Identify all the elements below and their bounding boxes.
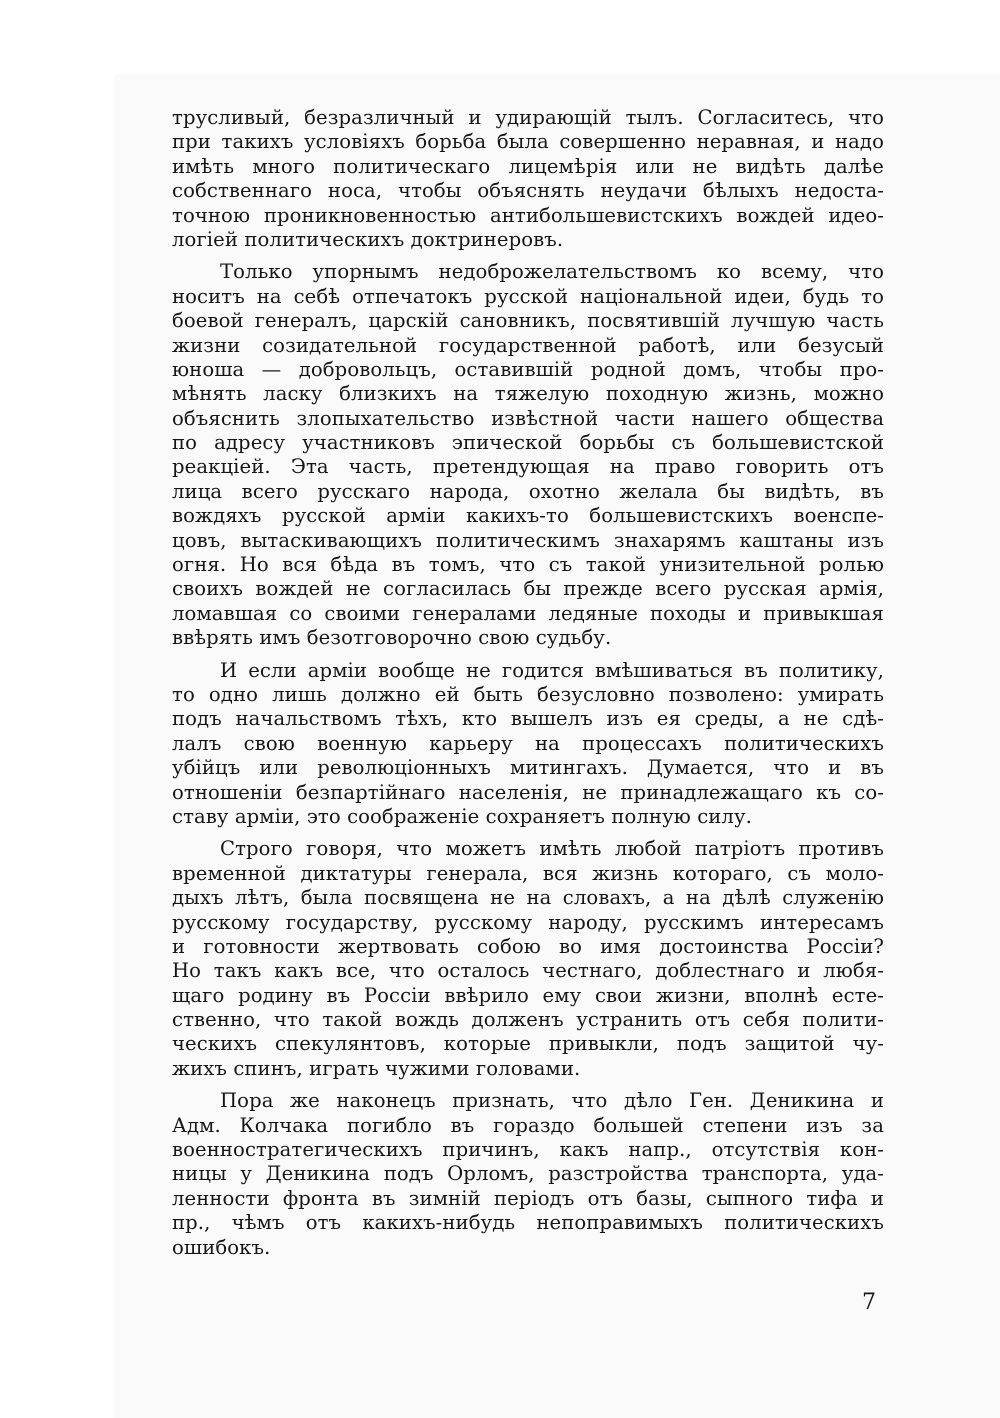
text-line: жизни созидательной государственной работѣ, или безусый: [172, 333, 884, 357]
text-line: мѣнять ласку близкихъ на тяжелую походную жизнь, можно: [172, 382, 884, 406]
text-line: ческихъ спекулянтовъ, которые привыкли, подъ защитой чу-: [172, 1032, 884, 1056]
text-line: вождяхъ русской арміи какихъ-то большевистскихъ военспе-: [172, 504, 884, 528]
paragraph: [172, 659, 884, 830]
text-line: огня. Но вся бѣда въ томъ, что съ такой унизительной ролью: [172, 553, 884, 577]
text-line: жихъ спинъ, играть чужими головами.: [172, 1056, 581, 1080]
text-line: ственно, что такой вождь долженъ устранить отъ себя полити-: [172, 1008, 884, 1032]
text-line: по адресу участниковъ эпической борьбы съ большевистской: [172, 431, 884, 455]
text-line: имѣть много политическаго лицемѣрія или не видѣть далѣе: [172, 154, 884, 178]
text-line: логіей политическихъ доктринеровъ.: [172, 227, 564, 251]
text-line: точною проникновенностью антибольшевистскихъ вождей идео-: [172, 203, 884, 227]
text-line: пр., чѣмъ отъ какихъ-нибудь непоправимыхъ политическихъ: [172, 1211, 884, 1235]
text-line: Но такъ какъ все, что осталось честнаго, доблестнаго и любя-: [172, 959, 884, 983]
text-line: ввѣрять имъ безотговорочно свою судьбу.: [172, 626, 612, 650]
paragraph: [172, 260, 884, 650]
text-line: юноша — добровольцъ, оставившій родной домъ, чтобы про-: [172, 357, 884, 381]
text-line: русскому государству, русскому народу, русскимъ интересамъ: [172, 910, 884, 934]
page-number: 7: [862, 1290, 876, 1315]
paragraph-gap: [172, 829, 884, 837]
text-line: И если арміи вообще не годится вмѣшиваться въ политику,: [220, 658, 884, 682]
text-line: ломавшая со своими генералами ледяные походы и привыкшая: [172, 601, 884, 625]
text-line: трусливый, безразличный и удирающій тылъ. Согласитесь, что: [172, 106, 884, 129]
text-line: Адм. Колчака погибло въ гораздо большей степени изъ за: [172, 1113, 884, 1137]
paragraph-gap: [172, 651, 884, 659]
text-line: Только упорнымъ недоброжелательствомъ ко всему, что: [220, 260, 884, 284]
text-line: объяснить злопыхательство извѣстной части нашего общества: [172, 406, 884, 430]
text-line: временной диктатуры генерала, вся жизнь котораго, съ моло-: [172, 861, 884, 885]
text-line: своихъ вождей не согласилась бы прежде всего русская армія,: [172, 577, 884, 601]
paragraph-gap: [172, 252, 884, 260]
text-line: убійцъ или революціонныхъ митингахъ. Думается, что и въ: [172, 756, 884, 780]
text-line: лалъ свою военную карьеру на процессахъ политическихъ: [172, 731, 884, 755]
text-line: боевой генералъ, царскій сановникъ, посвятившій лучшую часть: [172, 309, 884, 333]
paragraph: [172, 106, 884, 252]
text-line: Строго говоря, что можетъ имѣть любой патріотъ противъ: [220, 837, 884, 861]
text-line: подъ начальствомъ тѣхъ, кто вышелъ изъ ея среды, а не сдѣ-: [172, 707, 884, 731]
text-line: ставу арміи, это соображеніе сохраняетъ полную силу.: [172, 804, 752, 828]
text-line: собственнаго носа, чтобы объяснять неудачи бѣлыхъ недоста-: [172, 179, 884, 203]
text-line: дыхъ лѣтъ, была посвящена не на словахъ, а на дѣлѣ служенію: [172, 886, 884, 910]
text-line: военностратегическихъ причинъ, какъ напр., отсутствія кон-: [172, 1138, 884, 1162]
text-line: при такихъ условіяхъ борьба была совершенно неравная, и надо: [172, 130, 884, 154]
text-line: отношеніи безпартійнаго населенія, не принадлежащаго къ со-: [172, 780, 884, 804]
text-line: щаго родину въ Россіи ввѣрило ему свои жизни, вполнѣ есте-: [172, 983, 884, 1007]
text-line: и готовности жертвовать собою во имя достоинства Россіи?: [172, 934, 884, 958]
text-line: лица всего русскаго народа, охотно желала бы видѣть, въ: [172, 479, 884, 503]
text-line: ницы у Деникина подъ Орломъ, разстройства транспорта, уда-: [172, 1162, 884, 1186]
text-line: то одно лишь должно ей быть безусловно позволено: умирать: [172, 682, 884, 706]
body-text: [172, 106, 884, 1260]
paragraph: [172, 1089, 884, 1260]
text-line: реакціей. Эта часть, претендующая на право говорить отъ: [172, 455, 884, 479]
paragraph: [172, 837, 884, 1081]
text-line: цовъ, вытаскивающихъ политическимъ знахарямъ каштаны изъ: [172, 528, 884, 552]
text-line: ленности фронта въ зимній періодъ отъ базы, сыпного тифа и: [172, 1186, 884, 1210]
text-line: ошибокъ.: [172, 1235, 271, 1259]
paragraph-gap: [172, 1081, 884, 1089]
text-line: Пора же наконецъ признать, что дѣло Ген. Деникина и: [220, 1089, 884, 1113]
text-line: носитъ на себѣ отпечатокъ русской національной идеи, будь то: [172, 284, 884, 308]
